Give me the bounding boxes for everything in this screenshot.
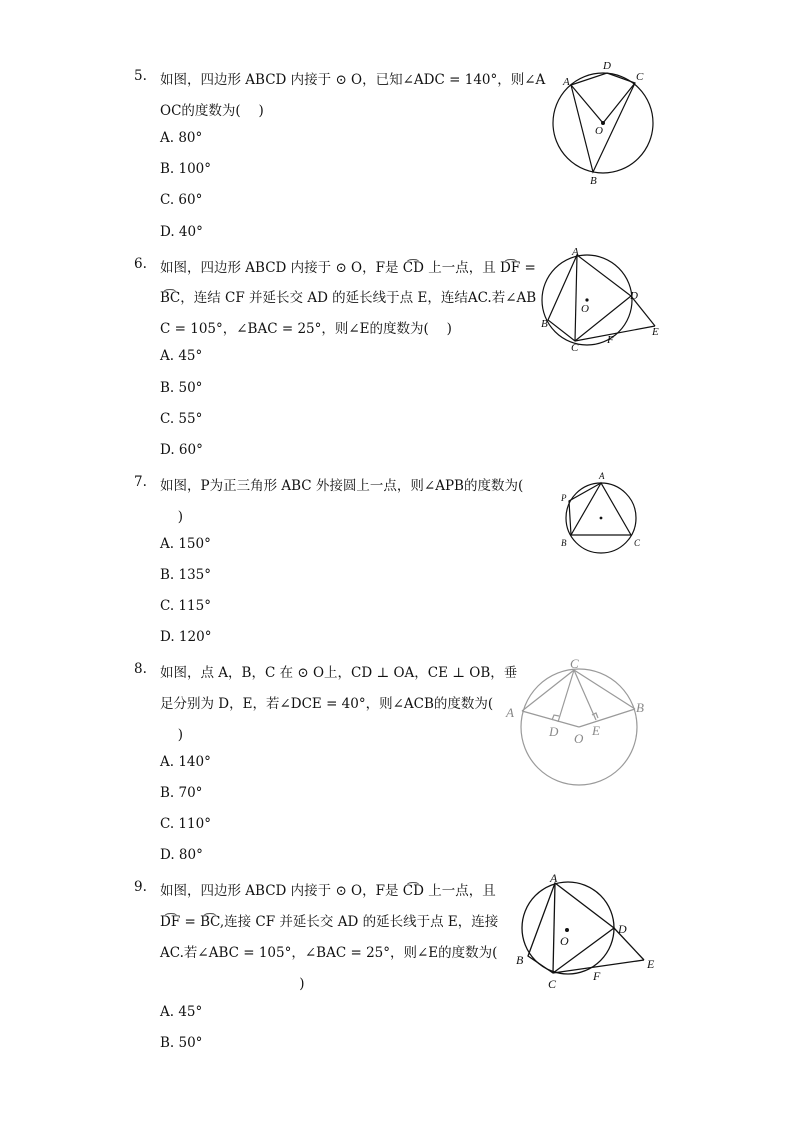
option-a[interactable]: A. 140° xyxy=(160,754,211,770)
label-p: P xyxy=(561,493,567,503)
option-c[interactable]: C. 60° xyxy=(160,192,203,208)
label-a: A xyxy=(572,246,579,258)
option-c[interactable]: C. 110° xyxy=(160,816,211,832)
figure-q8 xyxy=(500,655,655,785)
question-text-line: ) xyxy=(160,976,305,992)
question-number: 8. xyxy=(134,661,147,677)
option-d[interactable]: D. 120° xyxy=(160,629,212,645)
figure-q7 xyxy=(555,468,650,553)
option-b[interactable]: B. 50° xyxy=(160,1035,203,1051)
figure-q9 xyxy=(510,868,665,993)
question-text-line: 如图，四边形 ABCD 内接于 ⊙ O，已知∠ADC = 140°，则∠A xyxy=(160,72,546,88)
question-text-line: 如图，P为正三角形 ABC 外接圆上一点，则∠APB的度数为( xyxy=(160,478,524,494)
question-text-line: 足分别为 D，E，若∠DCE = 40°，则∠ACB的度数为( xyxy=(160,696,494,712)
label-a: A xyxy=(563,76,570,88)
label-o: O xyxy=(581,303,589,315)
question-number: 9. xyxy=(134,879,147,895)
label-e: E xyxy=(647,957,655,971)
figure-q6 xyxy=(535,245,665,355)
option-d[interactable]: D. 80° xyxy=(160,847,203,863)
label-a: A xyxy=(550,871,558,885)
label-c: C xyxy=(571,342,579,354)
label-b: B xyxy=(590,175,597,187)
label-a: A xyxy=(599,471,605,481)
label-c: C xyxy=(636,71,644,83)
option-a[interactable]: A. 80° xyxy=(160,130,203,146)
label-c: C xyxy=(634,538,641,548)
label-f: F xyxy=(607,334,614,346)
question-number: 7. xyxy=(134,474,147,490)
option-a[interactable]: A. 150° xyxy=(160,536,211,552)
label-d: D xyxy=(603,60,611,72)
label-a: A xyxy=(506,705,514,720)
question-text-line: ) xyxy=(160,727,184,743)
label-e: E xyxy=(652,326,659,338)
label-b: B xyxy=(541,318,548,330)
option-a[interactable]: A. 45° xyxy=(160,348,203,364)
label-e: E xyxy=(592,723,600,738)
question-text-line: OC的度数为( ) xyxy=(160,103,264,119)
question-text-line: 如图，四边形 ABCD 内接于 ⊙ O，F是 C͡D 上一点，且 D͡F = xyxy=(160,260,536,276)
label-b: B xyxy=(516,953,524,967)
label-b: B xyxy=(561,538,567,548)
option-b[interactable]: B. 50° xyxy=(160,380,203,396)
question-number: 6. xyxy=(134,256,147,272)
label-c: C xyxy=(570,656,579,671)
label-o: O xyxy=(574,731,584,746)
question-text-line: AC.若∠ABC = 105°，∠BAC = 25°，则∠E的度数为( xyxy=(160,945,498,961)
question-text-line: 如图，四边形 ABCD 内接于 ⊙ O，F是 C͡D 上一点，且 xyxy=(160,883,496,899)
label-o: O xyxy=(560,934,569,948)
figure-q5 xyxy=(545,55,665,190)
question-text-line: C = 105°，∠BAC = 25°，则∠E的度数为( ) xyxy=(160,321,452,337)
option-c[interactable]: C. 115° xyxy=(160,598,211,614)
label-d: D xyxy=(630,290,638,302)
option-b[interactable]: B. 135° xyxy=(160,567,212,583)
question-text-line: 如图，点 A，B，C 在 ⊙ O上，CD ⊥ OA，CE ⊥ OB，垂 xyxy=(160,665,518,681)
label-c: C xyxy=(548,977,557,991)
question-text-line: B͡C，连结 CF 并延长交 AD 的延长线于点 E，连结AC.若∠AB xyxy=(160,290,537,306)
question-text-line: D͡F = B͡C,连接 CF 并延长交 AD 的延长线于点 E，连接 xyxy=(160,914,499,930)
option-d[interactable]: D. 60° xyxy=(160,442,203,458)
option-b[interactable]: B. 100° xyxy=(160,161,212,177)
option-c[interactable]: C. 55° xyxy=(160,411,203,427)
label-d: D xyxy=(549,724,559,739)
option-d[interactable]: D. 40° xyxy=(160,224,203,240)
label-d: D xyxy=(618,922,627,936)
option-b[interactable]: B. 70° xyxy=(160,785,203,801)
question-number: 5. xyxy=(134,68,147,84)
option-a[interactable]: A. 45° xyxy=(160,1004,203,1020)
question-text-line: ) xyxy=(160,509,184,525)
label-o: O xyxy=(595,125,603,137)
label-b: B xyxy=(636,700,644,715)
label-f: F xyxy=(593,969,601,983)
